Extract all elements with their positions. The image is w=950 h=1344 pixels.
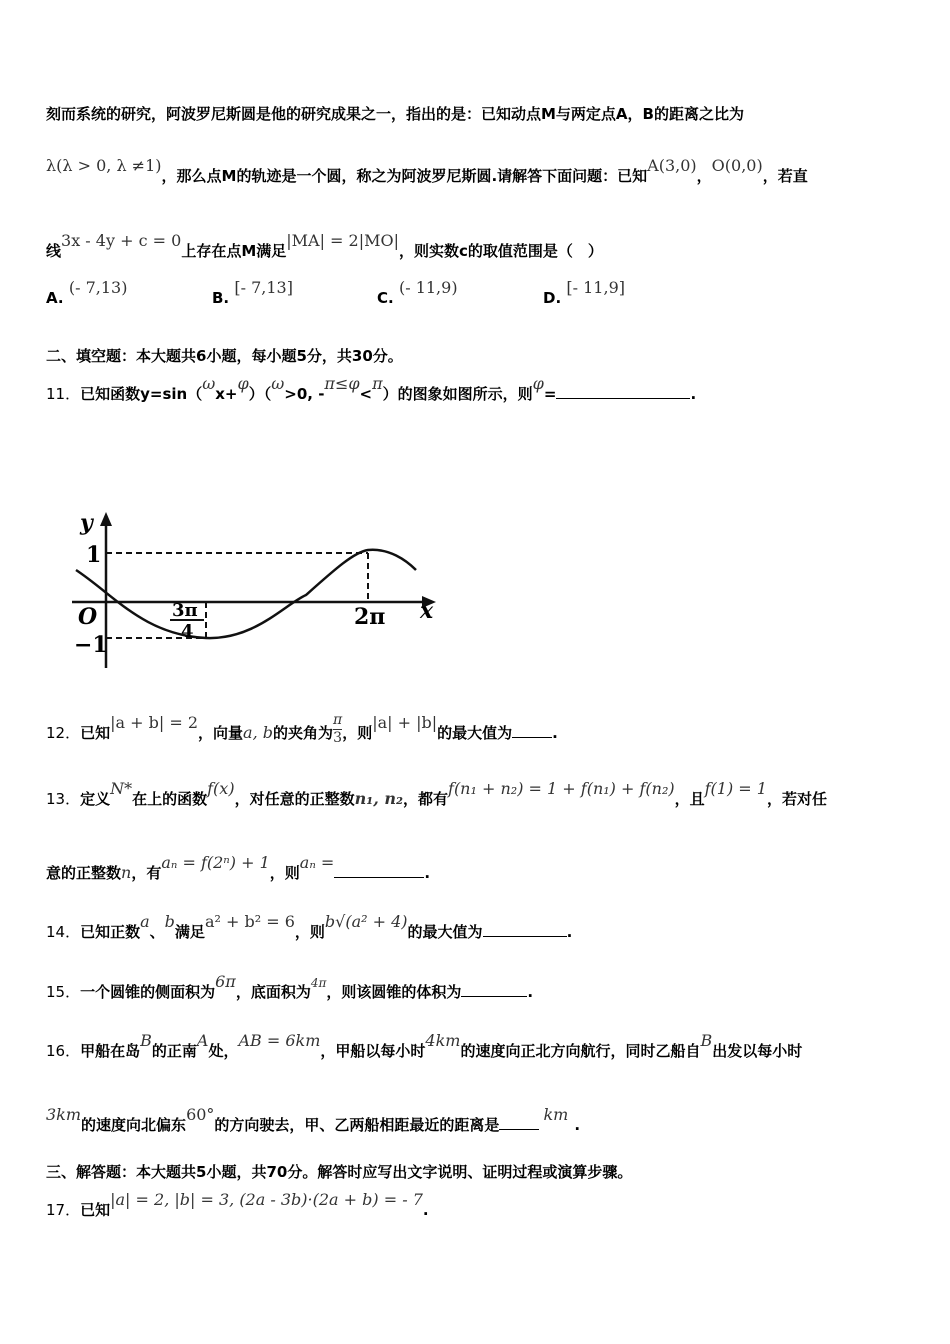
q12-answer-blank bbox=[512, 723, 552, 738]
option-a-label: A. bbox=[46, 289, 64, 307]
q15-text-3: ，则该圆锥的体积为 bbox=[326, 983, 462, 1001]
q14-text-3: ，则 bbox=[294, 923, 325, 941]
q16-distance: AB = 6km bbox=[238, 1031, 321, 1050]
q12-text-2: ，向量 bbox=[198, 724, 244, 742]
option-a-value: (- 7,13) bbox=[68, 278, 128, 297]
q14-end: . bbox=[566, 923, 573, 941]
q17-end: . bbox=[422, 1201, 429, 1219]
q11-text-5: < bbox=[359, 385, 373, 403]
q13-text-3: ，对任意的正整数 bbox=[234, 790, 355, 808]
question-17 bbox=[46, 1190, 429, 1220]
option-a bbox=[46, 278, 128, 307]
intro-text-2-end: ，若直 bbox=[762, 167, 808, 185]
x-tick-numerator: 3π bbox=[172, 600, 198, 621]
q17-condition: |a| = 2, |b| = 3, (2a - 3b)·(2a + b) = - 7 bbox=[110, 1190, 423, 1209]
q11-phi-2: φ bbox=[348, 374, 360, 393]
q13-text-5: ，且 bbox=[674, 790, 705, 808]
question-12 bbox=[46, 712, 558, 751]
q16-text-6: 出发以每小时 bbox=[712, 1042, 803, 1060]
q12-condition: |a + b| = 2 bbox=[110, 713, 199, 732]
sine-graph bbox=[44, 500, 444, 675]
q16-angle: 60° bbox=[186, 1105, 215, 1124]
option-d bbox=[543, 278, 625, 307]
q13-set: N* bbox=[110, 779, 133, 798]
q14-text-1: 已知正数 bbox=[80, 923, 141, 941]
q16-island-b: B bbox=[140, 1031, 152, 1050]
q16-point-a: A bbox=[196, 1031, 209, 1050]
q13-text-7: 意的正整数 bbox=[46, 864, 122, 882]
q13-text-2: 在上的函数 bbox=[132, 790, 208, 808]
y-axis-label: y bbox=[80, 510, 93, 536]
q13-answer-blank bbox=[334, 863, 424, 878]
option-c-value: (- 11,9) bbox=[398, 278, 458, 297]
q14-text-4: 的最大值为 bbox=[407, 923, 483, 941]
intro-line-1 bbox=[46, 103, 744, 124]
q13-text-6: ，若对任 bbox=[766, 790, 827, 808]
q11-pi-2: π bbox=[372, 374, 383, 393]
q12-frac-num: π bbox=[333, 712, 343, 728]
q15-text-2: ，底面积为 bbox=[235, 983, 311, 1001]
q16-text-3: 处， bbox=[208, 1042, 239, 1060]
q16-text-7: 的速度向北偏东 bbox=[81, 1116, 187, 1134]
section-3-text: 三、解答题：本大题共5小题，共70分。解答时应写出文字说明、证明过程或演算步骤。 bbox=[46, 1163, 633, 1181]
option-b-value: [- 7,13] bbox=[234, 278, 293, 297]
question-11 bbox=[46, 374, 697, 404]
q12-text-5: 的最大值为 bbox=[437, 724, 513, 742]
option-c-label: C. bbox=[377, 289, 394, 307]
q13-equation: f(n₁ + n₂) = 1 + f(n₁) + f(n₂) bbox=[448, 779, 675, 798]
intro-line-3 bbox=[46, 231, 603, 261]
point-o: O(0,0) bbox=[711, 156, 763, 175]
q15-end: . bbox=[527, 983, 534, 1001]
q17-number: 17． bbox=[46, 1201, 81, 1219]
section-2-heading bbox=[46, 345, 403, 366]
q14-a: a bbox=[140, 912, 150, 931]
q14-equation: a² + b² = 6 bbox=[204, 912, 295, 931]
q13-an: aₙ = bbox=[299, 853, 335, 872]
question-14 bbox=[46, 912, 573, 942]
q11-text-2: x+ bbox=[215, 385, 238, 403]
q16-text-4: ，甲船以每小时 bbox=[320, 1042, 426, 1060]
point-a: A(3,0) bbox=[647, 156, 697, 175]
q15-number: 15． bbox=[46, 983, 81, 1001]
y-axis-arrow bbox=[100, 512, 112, 526]
q13-text-1: 定义 bbox=[80, 790, 111, 808]
q11-text-4: >0, - bbox=[284, 385, 325, 403]
q15-answer-blank bbox=[461, 982, 527, 997]
q16-end: . bbox=[574, 1116, 581, 1134]
q13-integers: n₁, n₂ bbox=[354, 789, 403, 808]
q12-vectors: a, b bbox=[243, 723, 273, 742]
x-tick-denominator: 4 bbox=[181, 621, 194, 642]
q13-f1: f(1) = 1 bbox=[704, 779, 767, 798]
q16-text-1: 甲船在岛 bbox=[80, 1042, 141, 1060]
question-16-line-1 bbox=[46, 1031, 803, 1061]
q11-number: 11． bbox=[46, 385, 81, 403]
q12-frac-den: 3 bbox=[333, 730, 343, 746]
q14-b: b bbox=[164, 912, 175, 931]
question-13-line-1 bbox=[46, 779, 827, 809]
q13-sequence-def: aₙ = f(2ⁿ) + 1 bbox=[161, 853, 270, 872]
q11-text-3: ）（ bbox=[248, 385, 272, 403]
q16-answer-blank bbox=[499, 1115, 539, 1130]
q14-text-2: 满足 bbox=[174, 923, 205, 941]
y-neg-one-label: −1 bbox=[74, 632, 108, 658]
question-16-line-2 bbox=[46, 1105, 581, 1135]
intro-comma: ， bbox=[696, 167, 712, 185]
q16-unit: km bbox=[543, 1105, 569, 1124]
intro-text-1: 刻而系统的研究，阿波罗尼斯圆是他的研究成果之一，指出的是：已知动点M与两定点A，B的距离之比为 bbox=[46, 105, 744, 123]
intro-text-3-pre: 线 bbox=[46, 242, 62, 260]
intro-text-2: ，那么点M的轨迹是一个圆，称之为阿波罗尼斯圆.请解答下面问题：已知 bbox=[161, 167, 648, 185]
option-d-value: [- 11,9] bbox=[566, 278, 625, 297]
q12-text-3: 的夹角为 bbox=[272, 724, 333, 742]
option-d-label: D. bbox=[543, 289, 562, 307]
intro-text-3-mid: 上存在点M满足 bbox=[181, 242, 287, 260]
section-3-heading bbox=[46, 1161, 632, 1182]
q12-end: . bbox=[552, 724, 558, 742]
q11-pi-1: π bbox=[324, 374, 335, 393]
option-b-label: B. bbox=[212, 289, 230, 307]
q13-text-8: ，有 bbox=[131, 864, 162, 882]
lambda-condition: λ(λ > 0, λ ≠1) bbox=[46, 156, 162, 175]
intro-text-3-end: ，则实数c的取值范围是（ ） bbox=[399, 242, 603, 260]
q15-base-area: 4π bbox=[310, 976, 327, 990]
q15-text-1: 一个圆锥的侧面积为 bbox=[80, 983, 216, 1001]
q16-text-2: 的正南 bbox=[151, 1042, 197, 1060]
q13-function: f(x) bbox=[207, 779, 235, 798]
distance-condition: |MA| = 2|MO| bbox=[286, 231, 400, 250]
q16-speed-1: 4km bbox=[425, 1031, 461, 1050]
q16-text-8: 的方向驶去，甲、乙两船相距最近的距离是 bbox=[214, 1116, 500, 1134]
intro-line-2 bbox=[46, 156, 808, 186]
q12-fraction bbox=[333, 712, 342, 747]
q13-text-9: ，则 bbox=[269, 864, 300, 882]
q13-n: n bbox=[121, 863, 132, 882]
q11-phi: φ bbox=[237, 374, 249, 393]
q14-number: 14． bbox=[46, 923, 81, 941]
y-one-label: 1 bbox=[86, 542, 102, 568]
origin-label: O bbox=[78, 604, 98, 630]
line-equation: 3x - 4y + c = 0 bbox=[61, 231, 182, 250]
q11-text-6: ）的图象如图所示，则 bbox=[382, 385, 533, 403]
q13-end: . bbox=[424, 864, 431, 882]
q12-expression: |a| + |b| bbox=[372, 713, 438, 732]
q11-answer-blank bbox=[556, 384, 690, 399]
q14-separator: 、 bbox=[149, 923, 165, 941]
q16-speed-2: 3km bbox=[46, 1105, 82, 1124]
q11-phi-3: φ bbox=[532, 374, 544, 393]
q14-answer-blank bbox=[483, 922, 567, 937]
q12-text-1: 已知 bbox=[80, 724, 111, 742]
question-15 bbox=[46, 972, 534, 1002]
section-2-text: 二、填空题：本大题共6小题，每小题5分，共30分。 bbox=[46, 347, 403, 365]
option-c bbox=[377, 278, 458, 307]
q11-omega-2: ω bbox=[271, 374, 285, 393]
q16-text-5: 的速度向正北方向航行，同时乙船自 bbox=[460, 1042, 701, 1060]
q17-text-1: 已知 bbox=[80, 1201, 111, 1219]
x-two-pi-label: 2π bbox=[354, 604, 386, 630]
question-13-line-2 bbox=[46, 853, 431, 883]
q11-text-7: = bbox=[543, 385, 557, 403]
q12-number: 12． bbox=[46, 724, 81, 742]
x-axis-label: x bbox=[420, 598, 434, 624]
q14-expression: b√(a² + 4) bbox=[324, 912, 408, 931]
q13-number: 13． bbox=[46, 790, 81, 808]
q12-text-4: ，则 bbox=[342, 724, 373, 742]
q11-end: . bbox=[690, 385, 697, 403]
q15-lateral-area: 6π bbox=[215, 972, 236, 991]
q13-text-4: ，都有 bbox=[403, 790, 449, 808]
q16-island-b-2: B bbox=[700, 1031, 713, 1050]
q11-le: ≤ bbox=[334, 374, 349, 393]
q11-omega: ω bbox=[202, 374, 216, 393]
q11-text-1: 已知函数y=sin（ bbox=[80, 385, 203, 403]
option-b bbox=[212, 278, 293, 307]
q16-number: 16． bbox=[46, 1042, 81, 1060]
